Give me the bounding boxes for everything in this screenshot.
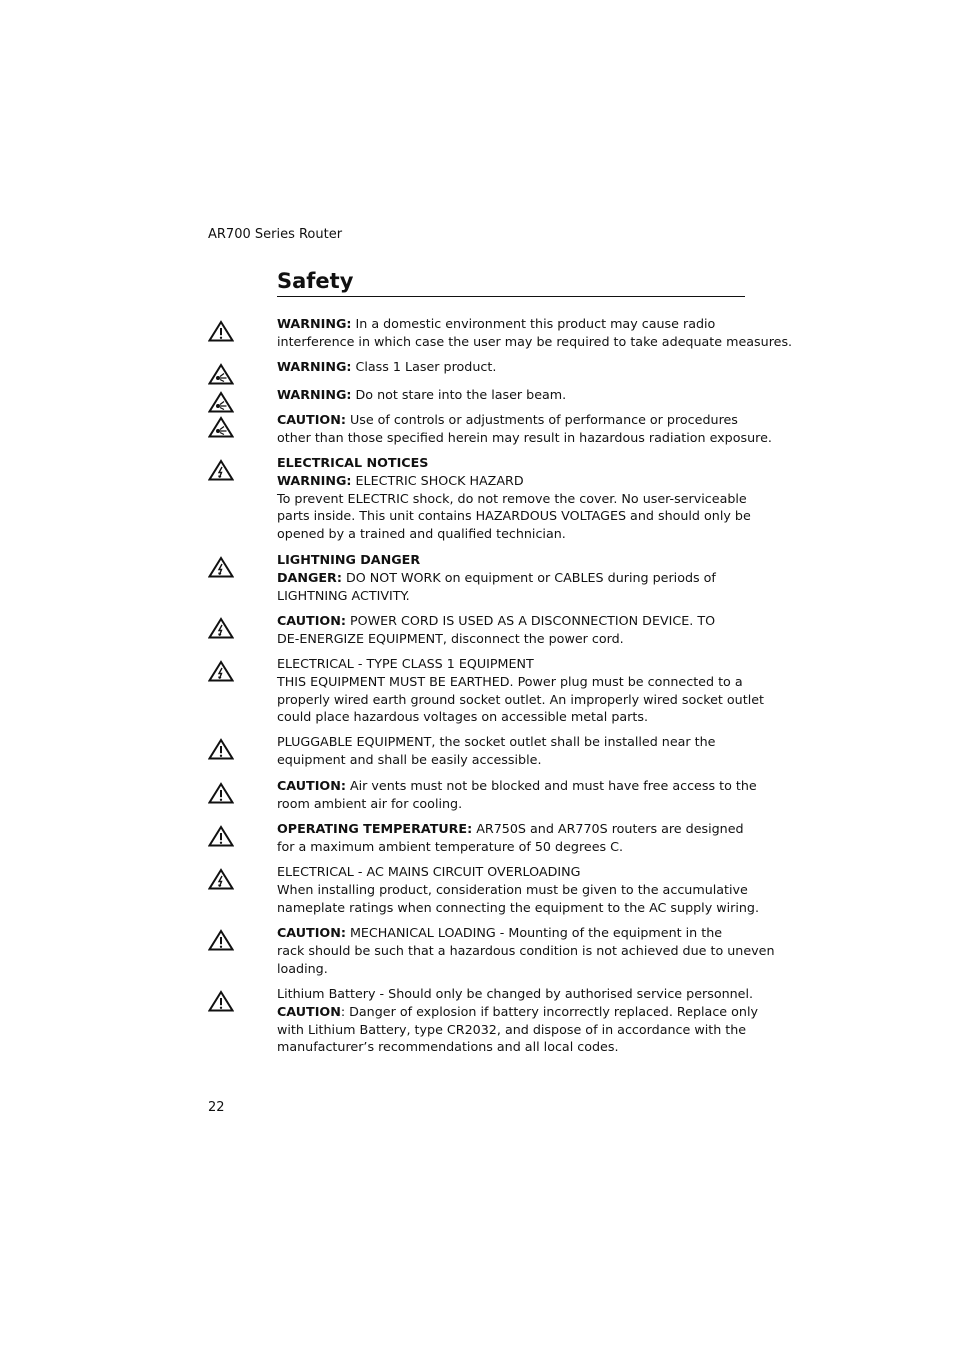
notice-line (277, 587, 749, 605)
safety-notice (277, 612, 749, 648)
notice-text: In a domestic environment this product may cause radio (351, 316, 716, 331)
notice-line (277, 454, 749, 472)
warning-triangle-icon (208, 990, 234, 1012)
safety-notice (277, 655, 765, 726)
page-number: 22 (208, 1100, 225, 1115)
notice-line (277, 315, 749, 333)
notice-label: ELECTRICAL NOTICES (277, 455, 429, 470)
notice-text: LIGHTNING ACTIVITY. (277, 587, 410, 603)
safety-notice (277, 386, 749, 404)
notice-line (277, 820, 749, 838)
notice-line (277, 924, 749, 942)
electric-shock-icon (208, 556, 234, 578)
warning-triangle-icon (208, 782, 234, 804)
safety-notice (277, 411, 772, 447)
page-title: Safety (277, 269, 745, 297)
notice-text: ELECTRIC SHOCK HAZARD (351, 472, 524, 488)
notice-text: THIS EQUIPMENT MUST BE EARTHED. Power plug must be connected to a (277, 673, 743, 689)
safety-notice (277, 777, 757, 813)
notice-line (277, 777, 757, 795)
notice-line (277, 673, 749, 691)
notice-line (277, 985, 754, 1003)
warning-triangle-icon (208, 929, 234, 951)
safety-notice (277, 985, 758, 1056)
electric-shock-icon (208, 868, 234, 890)
notice-text: DE-ENERGIZE EQUIPMENT, disconnect the power cord. (277, 630, 624, 646)
notice-label: CAUTION: (277, 925, 346, 940)
safety-notice (277, 551, 749, 604)
safety-notice (277, 733, 749, 769)
warning-triangle-icon (208, 825, 234, 847)
notice-line (277, 429, 772, 447)
electric-shock-icon (208, 617, 234, 639)
notice-text: for a maximum ambient temperature of 50 degrees C. (277, 838, 624, 854)
notice-line (277, 899, 760, 917)
safety-notice (277, 315, 793, 351)
notice-line (277, 1003, 758, 1021)
notice-text: room ambient air for cooling. (277, 795, 463, 811)
notice-line (277, 386, 749, 404)
notice-label: CAUTION: (277, 613, 346, 628)
notice-line (277, 358, 749, 376)
notice-line (277, 691, 765, 709)
notice-text: ELECTRICAL - TYPE CLASS 1 EQUIPMENT (277, 656, 534, 671)
electric-shock-icon (208, 660, 234, 682)
notice-line (277, 1038, 749, 1056)
notice-text: opened by a trained and qualified technician. (277, 526, 566, 542)
notice-line (277, 551, 749, 569)
warning-triangle-icon (208, 320, 234, 342)
notice-label: WARNING: (277, 387, 352, 402)
notice-text: manufacturer’s recommendations and all local codes. (277, 1039, 619, 1055)
notice-line (277, 795, 749, 813)
safety-notice (277, 358, 749, 376)
notice-text: Class 1 Laser product. (351, 359, 497, 374)
notice-line (277, 942, 775, 960)
notice-line (277, 525, 749, 543)
notice-line (277, 881, 749, 899)
running-head: AR700 Series Router (208, 227, 343, 242)
notice-text: properly wired earth ground socket outlet. An improperly wired socket outlet (277, 691, 765, 707)
electric-shock-icon (208, 459, 234, 481)
notice-text: DO NOT WORK on equipment or CABLES during periods of (341, 569, 716, 585)
notice-label: CAUTION (277, 1003, 341, 1019)
notice-label: OPERATING TEMPERATURE: (277, 821, 473, 836)
notice-text: other than those specified herein may result in hazardous radiation exposure. (277, 429, 772, 445)
notice-line (277, 612, 749, 630)
notice-line (277, 1021, 749, 1039)
notice-line (277, 333, 793, 351)
notice-line (277, 507, 749, 525)
notice-line (277, 708, 749, 726)
notice-line (277, 569, 749, 587)
laser-warning-icon (208, 391, 234, 413)
notice-line (277, 472, 749, 490)
notice-label: WARNING: (277, 316, 352, 331)
notice-text: POWER CORD IS USED AS A DISCONNECTION DEVICE. TO (345, 613, 716, 628)
safety-notice (277, 924, 775, 977)
notice-label: CAUTION: (277, 412, 346, 427)
laser-warning-icon (208, 416, 234, 438)
notice-text: AR750S and AR770S routers are designed (472, 821, 744, 836)
notice-text: Do not stare into the laser beam. (351, 387, 567, 402)
notice-text: loading. (277, 960, 328, 976)
notice-line (277, 733, 749, 751)
notice-line (277, 655, 749, 673)
notice-text: Use of controls or adjustments of performance or procedures (345, 412, 738, 427)
notice-text: To prevent ELECTRIC shock, do not remove the cover. No user-serviceable (277, 490, 747, 506)
warning-triangle-icon (208, 738, 234, 760)
notice-line (277, 751, 749, 769)
notice-text: MECHANICAL LOADING - Mounting of the equipment in the (345, 925, 723, 940)
notice-text: : Danger of explosion if battery incorrectly replaced. Replace only (340, 1003, 758, 1019)
notice-label: CAUTION: (277, 778, 346, 793)
notice-text: equipment and shall be easily accessible. (277, 751, 542, 767)
notice-text: interference in which case the user may be required to take adequate measures. (277, 333, 793, 349)
laser-warning-icon (208, 363, 234, 385)
notice-text: PLUGGABLE EQUIPMENT, the socket outlet shall be installed near the (277, 734, 716, 749)
notice-line (277, 960, 749, 978)
notice-line (277, 411, 749, 429)
notice-text: ELECTRICAL - AC MAINS CIRCUIT OVERLOADING (277, 864, 581, 879)
notice-text: could place hazardous voltages on accessible metal parts. (277, 709, 649, 725)
notice-line (277, 490, 749, 508)
notice-line (277, 863, 749, 881)
notice-text: Air vents must not be blocked and must have free access to the (345, 778, 757, 793)
notice-text: nameplate ratings when connecting the equipment to the AC supply wiring. (277, 899, 760, 915)
notice-text: parts inside. This unit contains HAZARDOUS VOLTAGES and should only be (277, 508, 751, 524)
notice-text: with Lithium Battery, type CR2032, and dispose of in accordance with the (277, 1021, 747, 1037)
notice-text: rack should be such that a hazardous condition is not achieved due to uneven (277, 942, 775, 958)
notice-label: WARNING: (277, 359, 352, 374)
notice-label: DANGER: (277, 569, 342, 585)
notice-label: WARNING: (277, 472, 352, 488)
safety-notice (277, 820, 749, 856)
notice-line (277, 838, 749, 856)
notice-text: Lithium Battery - Should only be changed by authorised service personnel. (277, 986, 754, 1001)
notice-line (277, 630, 749, 648)
safety-notice (277, 863, 760, 916)
notice-text: When installing product, consideration must be given to the accumulative (277, 881, 748, 897)
notice-label: LIGHTNING DANGER (277, 552, 421, 567)
safety-notice (277, 454, 749, 543)
